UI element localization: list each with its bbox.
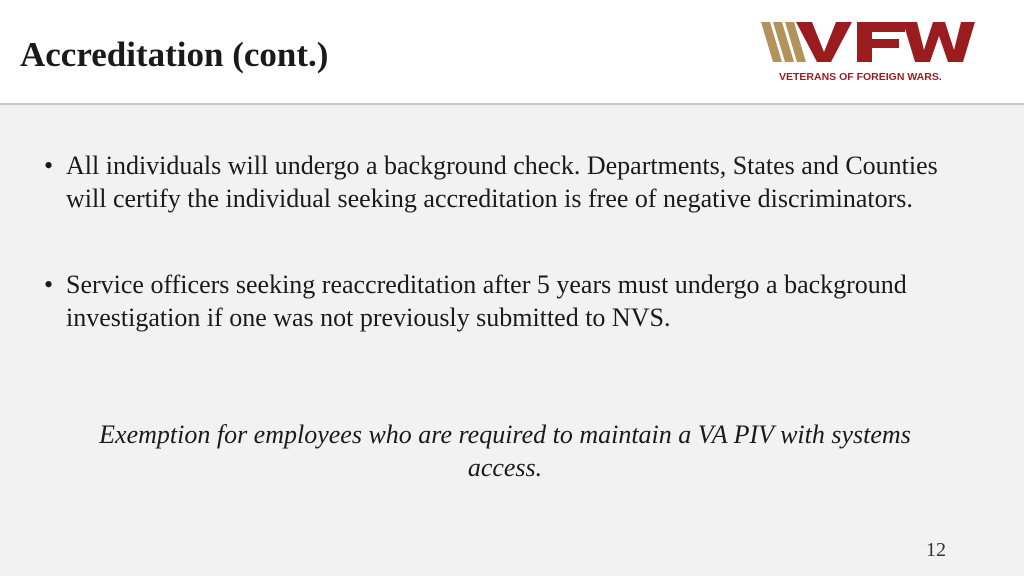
logo-tagline: VETERANS OF FOREIGN WARS. <box>779 71 942 83</box>
bullet-marker: • <box>44 270 54 299</box>
vfw-logo <box>758 18 988 90</box>
slide-header <box>0 0 1024 105</box>
bullet-marker: • <box>44 151 54 180</box>
page-number: 12 <box>926 539 946 561</box>
bullet-background-check <box>44 150 984 215</box>
bullet-text: All individuals will undergo a background check. Departments, States and Counties will certify the individual seeking accreditation is free of negative discriminators. <box>66 151 938 213</box>
vfw-logo-icon <box>758 18 988 90</box>
exemption-note: Exemption for employees who are required to maintain a VA PIV with systems access. <box>99 420 911 482</box>
bullet-reaccreditation <box>44 269 984 334</box>
bullet-list <box>44 150 984 334</box>
bullet-text: Service officers seeking reaccreditation after 5 years must undergo a background investigation if one was not previously submitted to NVS. <box>66 270 907 332</box>
slide-title: Accreditation (cont.) <box>20 35 329 74</box>
